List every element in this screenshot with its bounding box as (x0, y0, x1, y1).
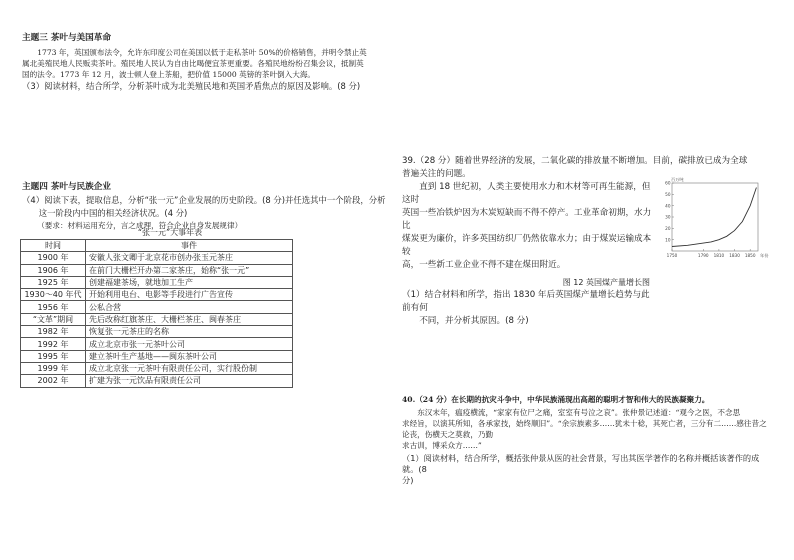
row-time: 2002 年 (21, 375, 86, 387)
topic3-section (22, 32, 384, 93)
q39-intro-line-1: 39.（28 分）随着世界经济的发展，二氧化碳的排放量不断增加。目前，碳排放已成为全球 (402, 156, 748, 166)
y-tick-label: 30 (665, 214, 671, 220)
q39-para-line-3: 煤炭更为廉价，许多英国纺织厂仍然依靠水力；由于煤炭运输成本较 (402, 234, 652, 257)
y-tick-label: 10 (665, 237, 671, 243)
table-row (21, 362, 293, 374)
topic3-para-line-1: 1773 年，英国颁布法令，允许东印度公司在美国以低于走私茶叶 50%的价格销售，并明令禁止英 (37, 48, 367, 57)
topic3-question: （3）阅读材料，结合所学，分析茶叶成为北美殖民地和英国矛盾焦点的原因及影响。(8 分) (22, 81, 361, 91)
q39-para-line-4: 高，一些新工业企业不得不建在煤田附近。 (402, 260, 566, 270)
row-event: 恢复张一元茶庄的名称 (86, 326, 293, 338)
zhangyiyuan-table (20, 239, 293, 388)
q39-para-line-1: 直到 18 世纪初，人类主要使用水力和木材等可再生能源，但这时 (402, 182, 651, 205)
table-header-time: 时间 (21, 240, 86, 252)
table-header-row (21, 240, 293, 252)
q39-question-line-2: 不同，并分析其原因。(8 分) (419, 316, 529, 326)
y-tick-label: 20 (665, 225, 671, 231)
x-tick-label: 1750 (666, 253, 678, 258)
topic3-para-line-2: 属北美殖民地人民贩卖茶叶。殖民地人民认为自由比喝便宜茶更重要。各殖民地纷纷召集会议，抵制英 (22, 59, 364, 68)
table-row (21, 313, 293, 325)
row-time: 1999 年 (21, 362, 86, 374)
row-time: 1906 年 (21, 264, 86, 276)
row-event: 成立北京市张一元茶叶公司 (86, 338, 293, 350)
row-time: 1930～40 年代 (21, 289, 86, 301)
row-time: 1982 年 (21, 326, 86, 338)
topic3-para-line-3: 国的法令。1773 年 12 月，波士顿人登上茶船，把价值 15000 英镑的茶叶倒入大海。 (22, 70, 316, 79)
q40-para-line-3: 求古训，博采众方……” (402, 441, 482, 450)
y-tick-label: 40 (665, 203, 671, 209)
row-time: “文革”期间 (21, 313, 86, 325)
table-row (21, 289, 293, 301)
topic4-question-line-1: （4）阅读下表，提取信息，分析“张一元”企业发展的历史阶段。(8 分)并任选其中一个阶段，分析 (22, 195, 386, 205)
q39-para-line-2: 英国一些冶铁炉因为木炭短缺而不得不停产。工业革命初期，水力比 (402, 208, 652, 231)
row-time: 1956 年 (21, 301, 86, 313)
y-axis-label: 百万吨 (671, 177, 684, 182)
q40-para-line-1: 东汉末年，瘟疫横流，“家家有位尸之痛，室室有号泣之哀”。张仲景记述道：“观今之医，不念思 (417, 408, 741, 417)
row-time: 1900 年 (21, 252, 86, 264)
q39-intro-line-2: 普遍关注的问题。 (402, 169, 471, 179)
row-time: 1925 年 (21, 276, 86, 288)
row-event: 创建福建茶场，就地加工生产 (86, 276, 293, 288)
figure-caption: 图 12 英国煤产量增长图 (562, 278, 650, 287)
y-tick-label: 50 (665, 191, 671, 197)
topic4-section (22, 181, 387, 231)
row-event: 成立北京张一元茶叶有限责任公司，实行股份制 (86, 362, 293, 374)
table-row (21, 301, 293, 313)
q40-question-line-1: （1）阅读材料，结合所学，概括张仲景从医的社会背景，写出其医学著作的名称并概括该著作的成就。(8 (402, 453, 760, 474)
x-tick-label: 1830 (729, 253, 740, 258)
q39-question-line-1: （1）结合材料和所学，指出 1830 年后英国煤产量增长趋势与此前有何 (402, 290, 650, 313)
row-time: 1995 年 (21, 350, 86, 362)
table-header-event: 事件 (86, 240, 293, 252)
q40-question-line-2: 分) (402, 475, 414, 485)
coal-output-chart (658, 175, 773, 265)
row-event: 公私合营 (86, 301, 293, 313)
row-event: 开始利用电台、电影等手段进行广告宣传 (86, 289, 293, 301)
zhangyiyuan-table-block (20, 226, 320, 388)
table-row (21, 326, 293, 338)
x-axis-label: 年份 (760, 253, 769, 258)
x-tick-label: 1810 (713, 253, 725, 258)
row-event: 在前门大栅栏开办第二家茶庄，始称“张一元” (86, 264, 293, 276)
row-event: 扩建为张一元饮品有限责任公司 (86, 375, 293, 387)
q40-para-line-2: 求经旨，以演其所知，各承家技，始终顺旧”。“余宗族素多……犹未十稔，其死亡者，三分有二……感往昔之论丧，伤横天之莫救，乃勤 (402, 419, 767, 439)
table-row (21, 276, 293, 288)
topic4-requirement: （要求：材料运用充分，言之成理，符合企业自身发展规律） (37, 221, 243, 230)
table-row (21, 264, 293, 276)
q39-material (402, 181, 654, 328)
q40-intro: 40.（24 分）在长期的抗灾斗争中，中华民族涌现出高超的聪明才智和伟大的民族凝聚力。 (402, 395, 710, 404)
q40-section (402, 394, 774, 486)
table-caption: “张一元”大事年表 (137, 228, 203, 237)
table-row (21, 338, 293, 350)
table-row (21, 350, 293, 362)
table-row (21, 375, 293, 387)
row-event: 安徽人张文卿于北京花市创办张玉元茶庄 (86, 252, 293, 264)
x-tick-label: 1790 (697, 253, 709, 258)
table-row (21, 252, 293, 264)
x-tick-label: 1850 (744, 253, 756, 258)
topic4-question-line-2: 这一阶段内中国的相关经济状况。(4 分) (38, 208, 188, 218)
topic4-title: 主题四 茶叶与民族企业 (22, 182, 111, 192)
row-event: 建立茶叶生产基地——闽东茶叶公司 (86, 350, 293, 362)
row-event: 先后改称红旗茶庄、大栅栏茶庄、闽春茶庄 (86, 313, 293, 325)
y-tick-label: 60 (665, 180, 671, 186)
row-time: 1992 年 (21, 338, 86, 350)
topic3-title: 主题三 茶叶与美国革命 (22, 33, 111, 43)
